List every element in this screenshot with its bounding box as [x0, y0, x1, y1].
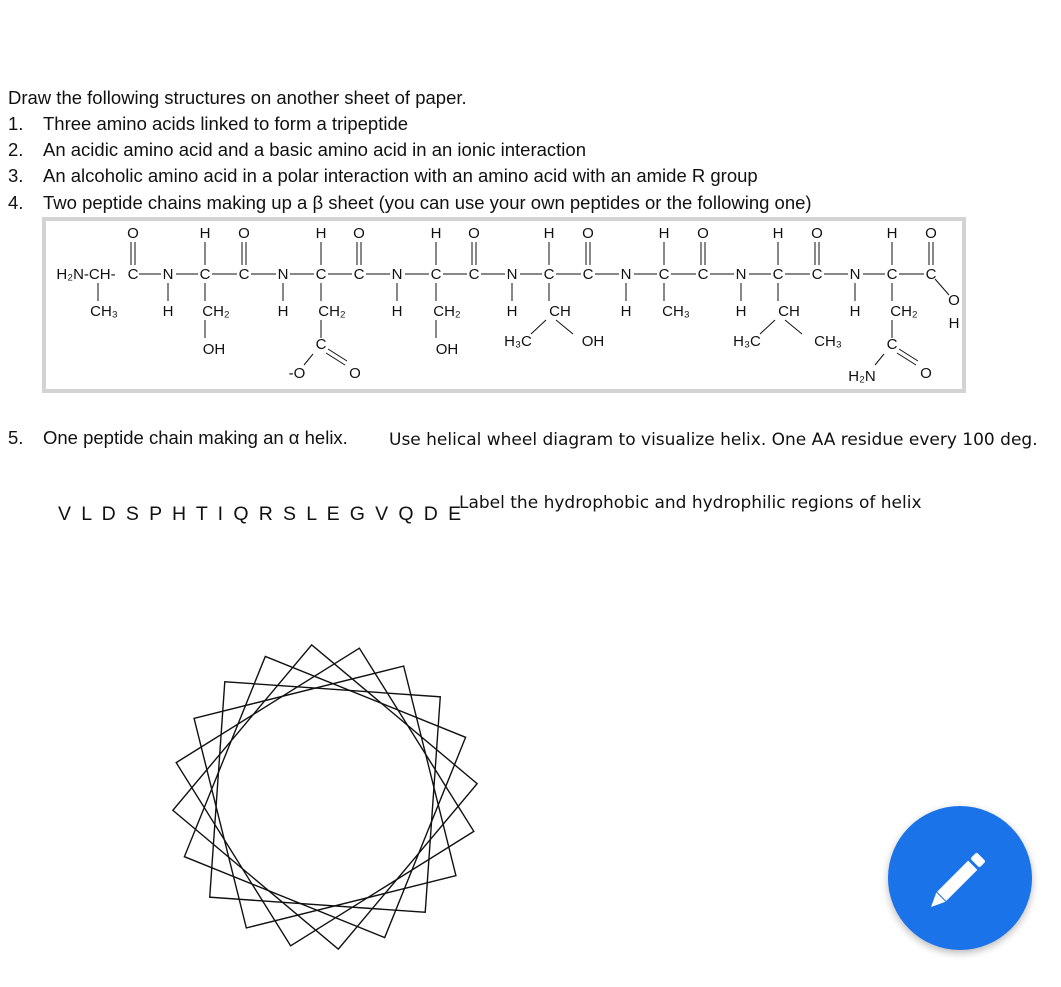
amide-hydrogens — [163, 303, 861, 320]
intro-text: Draw the following structures on another sheet of paper. — [8, 87, 467, 108]
backbone-carbon: C — [658, 266, 670, 283]
helical-wheel-square — [194, 666, 456, 928]
edit-button[interactable] — [888, 806, 1032, 950]
svg-text:O: O — [811, 225, 823, 242]
side-chains — [90, 292, 960, 385]
svg-text:O: O — [697, 225, 709, 242]
helical-wheel-squares — [173, 645, 477, 949]
svg-text:H: H — [315, 225, 327, 242]
svg-text:H: H — [735, 303, 747, 320]
svg-text:H: H — [658, 225, 670, 242]
helical-wheel-square — [210, 682, 441, 913]
side-chain-oxygen: O — [920, 365, 932, 382]
svg-text:O: O — [925, 225, 937, 242]
backbone-nitrogen: N — [277, 266, 289, 283]
side-chain-ch2: CH₂ — [890, 303, 918, 320]
label-instruction: Label the hydrophobic and hydrophilic regions of helix — [459, 493, 922, 513]
svg-text:H: H — [772, 225, 784, 242]
side-chain-ch3: CH₃ — [662, 303, 690, 320]
peptide-structure-atoms — [56, 225, 959, 385]
svg-text:H: H — [162, 303, 174, 320]
alpha-hydrogens — [200, 225, 898, 242]
helical-wheel-diagram — [140, 610, 520, 980]
backbone-nitrogen: N — [391, 266, 403, 283]
backbone-carbon: C — [430, 266, 442, 283]
helical-wheel-square — [176, 648, 474, 946]
side-chain-oh: OH — [202, 341, 226, 358]
svg-text:H: H — [620, 303, 632, 320]
c-terminus-oxygen: O — [948, 292, 960, 309]
backbone-carbon: C — [925, 266, 937, 283]
svg-text:H: H — [886, 225, 898, 242]
side-chain-carboxylate-o: -O — [288, 365, 306, 382]
question-number: 3. — [8, 165, 24, 186]
backbone-carbon: C — [772, 266, 784, 283]
backbone-carbon: C — [543, 266, 555, 283]
svg-text:H: H — [199, 225, 211, 242]
svg-text:O: O — [468, 225, 480, 242]
question-number: 5. — [8, 427, 24, 448]
side-chain-oh: OH — [435, 341, 459, 358]
svg-text:O: O — [582, 225, 594, 242]
side-chain-ch3: CH₃ — [814, 333, 842, 350]
backbone-carbon: C — [315, 266, 327, 283]
backbone-carbon: C — [811, 266, 823, 283]
backbone-nitrogen: N — [849, 266, 861, 283]
question-text: Three amino acids linked to form a tripeptide — [43, 113, 409, 134]
svg-text:H: H — [277, 303, 289, 320]
backbone-carbon: C — [582, 266, 594, 283]
svg-text:H: H — [543, 225, 555, 242]
backbone-carbon: C — [199, 266, 211, 283]
helical-wheel-square — [184, 656, 465, 937]
svg-text:H: H — [506, 303, 518, 320]
question-number: 1. — [8, 113, 24, 134]
backbone-carbon: C — [127, 266, 139, 283]
carbonyl-oxygens — [127, 225, 937, 242]
side-chain-ch2: CH₂ — [433, 303, 461, 320]
question-text: One peptide chain making an α helix. — [43, 427, 348, 448]
side-chain-ch: CH — [778, 303, 800, 320]
peptide-sequence: V L D S P H T I Q R S L E G V Q D E — [58, 503, 464, 525]
svg-text:O: O — [353, 225, 365, 242]
question-text: An alcoholic amino acid in a polar interaction with an amino acid with an amide R group — [43, 165, 758, 186]
side-chain-ch2: CH₂ — [202, 303, 230, 320]
helix-instruction: Use helical wheel diagram to visualize helix. One AA residue every 100 deg. — [389, 430, 1038, 450]
side-chain-h2n: H₂N — [848, 368, 876, 385]
backbone-carbon: C — [886, 266, 898, 283]
pencil-edit-icon — [888, 806, 1032, 950]
side-chain-h3c: H₃C — [733, 333, 761, 350]
backbone-nitrogen: N — [506, 266, 518, 283]
svg-text:H: H — [430, 225, 442, 242]
side-chain-carbon: C — [886, 336, 898, 353]
c-terminus-hydrogen: H — [948, 315, 960, 332]
svg-text:H: H — [391, 303, 403, 320]
backbone-carbon: C — [238, 266, 250, 283]
backbone-carbon: C — [468, 266, 480, 283]
peptide-structure-figure — [42, 217, 966, 393]
backbone-carbon: C — [697, 266, 709, 283]
question-text: An acidic amino acid and a basic amino acid in an ionic interaction — [43, 139, 586, 160]
n-terminus-label: H₂N-CH- — [56, 266, 116, 283]
question-number: 2. — [8, 139, 24, 160]
question-number: 4. — [8, 192, 24, 213]
backbone-nitrogen: N — [620, 266, 632, 283]
side-chain-carbon: C — [315, 336, 327, 353]
helical-wheel-square — [173, 645, 477, 949]
peptide-structure-svg — [46, 221, 962, 389]
side-chain-oh: OH — [581, 333, 605, 350]
svg-text:O: O — [238, 225, 250, 242]
svg-text:O: O — [127, 225, 139, 242]
side-chain-ch: CH — [549, 303, 571, 320]
side-chain-ch3: CH₃ — [90, 303, 118, 320]
svg-text:H: H — [849, 303, 861, 320]
side-chain-oxygen: O — [349, 365, 361, 382]
backbone-nitrogen: N — [162, 266, 174, 283]
question-text: Two peptide chains making up a β sheet (you can use your own peptides or the following one) — [43, 192, 812, 213]
backbone-carbon: C — [353, 266, 365, 283]
side-chain-h3c: H₃C — [504, 333, 532, 350]
side-chain-ch2: CH₂ — [318, 303, 346, 320]
backbone-nitrogen: N — [735, 266, 747, 283]
